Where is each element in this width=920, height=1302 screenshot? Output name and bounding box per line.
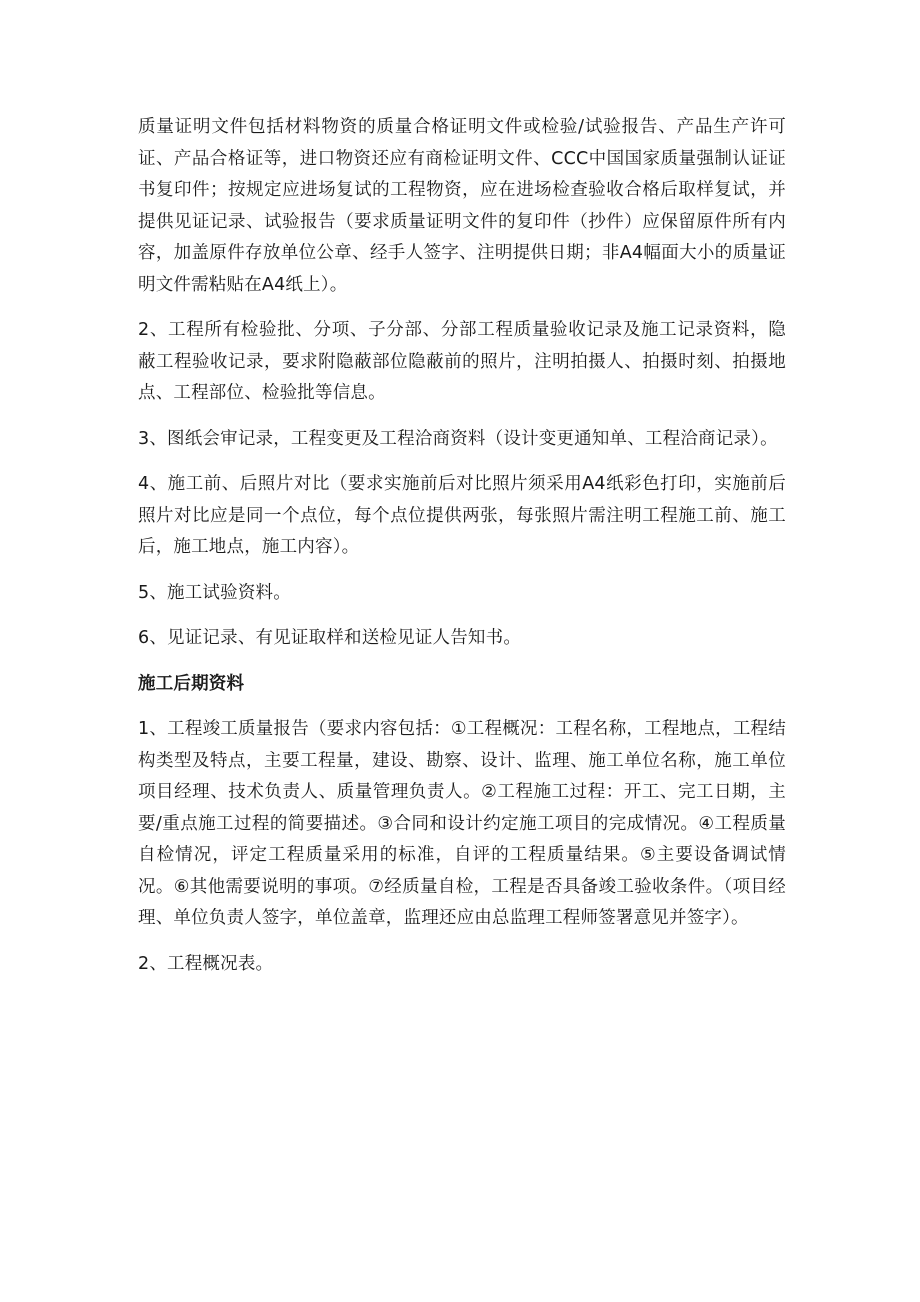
document-page	[138, 112, 786, 994]
paragraph-item-2: 2、工程所有检验批、分项、子分部、分部工程质量验收记录及施工记录资料，隐蔽工程验收记录，要求附隐蔽部位隐蔽前的照片，注明拍摄人、拍摄时刻、拍摄地点、工程部位、检验批等信息。	[138, 320, 786, 403]
paragraph-item-3: 3、图纸会审记录，工程变更及工程洽商资料（设计变更通知单、工程洽商记录）。	[138, 428, 778, 449]
section-heading: 施工后期资料	[138, 673, 245, 694]
paragraph-item-5: 5、施工试验资料。	[138, 582, 291, 603]
paragraph-project-overview: 2、工程概况表。	[138, 953, 274, 974]
paragraph-quality-certificates: 质量证明文件包括材料物资的质量合格证明文件或检验/试验报告、产品生产许可证、产品合格证等，进口物资还应有商检证明文件、CCC中国国家质量强制认证证书复印件；按规定应进场复试的工程物资，应在进场检查验收合格后取样复试，并提供见证记录、试验报告（要求质量证明文件的复印件（抄件）应保留原件所有内容，加盖原件存放单位公章、经手人签字、注明提供日期；非A4幅面大小的质量证明文件需粘贴在A4纸上）。	[138, 117, 786, 295]
paragraph-completion-report: 1、工程竣工质量报告（要求内容包括：①工程概况：工程名称，工程地点，工程结构类型及特点，主要工程量，建设、勘察、设计、监理、施工单位名称，施工单位项目经理、技术负责人、质量管理负责人。②工程施工过程：开工、完工日期，主要/重点施工过程的简要描述。③合同和设计约定施工项目的完成情况。④工程质量自检情况，评定工程质量采用的标准，自评的工程质量结果。⑤主要设备调试情况。⑥其他需要说明的事项。⑦经质量自检，工程是否具备竣工验收条件。（项目经理、单位负责人签字，单位盖章，监理还应由总监理工程师签署意见并签字）。	[138, 719, 786, 928]
paragraph-item-6: 6、见证记录、有见证取样和送检见证人告知书。	[138, 628, 522, 648]
paragraph-item-4: 4、施工前、后照片对比（要求实施前后对比照片须采用A4纸彩色打印，实施前后照片对比应是同一个点位，每个点位提供两张，每张照片需注明工程施工前、施工后，施工地点，施工内容）。	[138, 474, 786, 557]
